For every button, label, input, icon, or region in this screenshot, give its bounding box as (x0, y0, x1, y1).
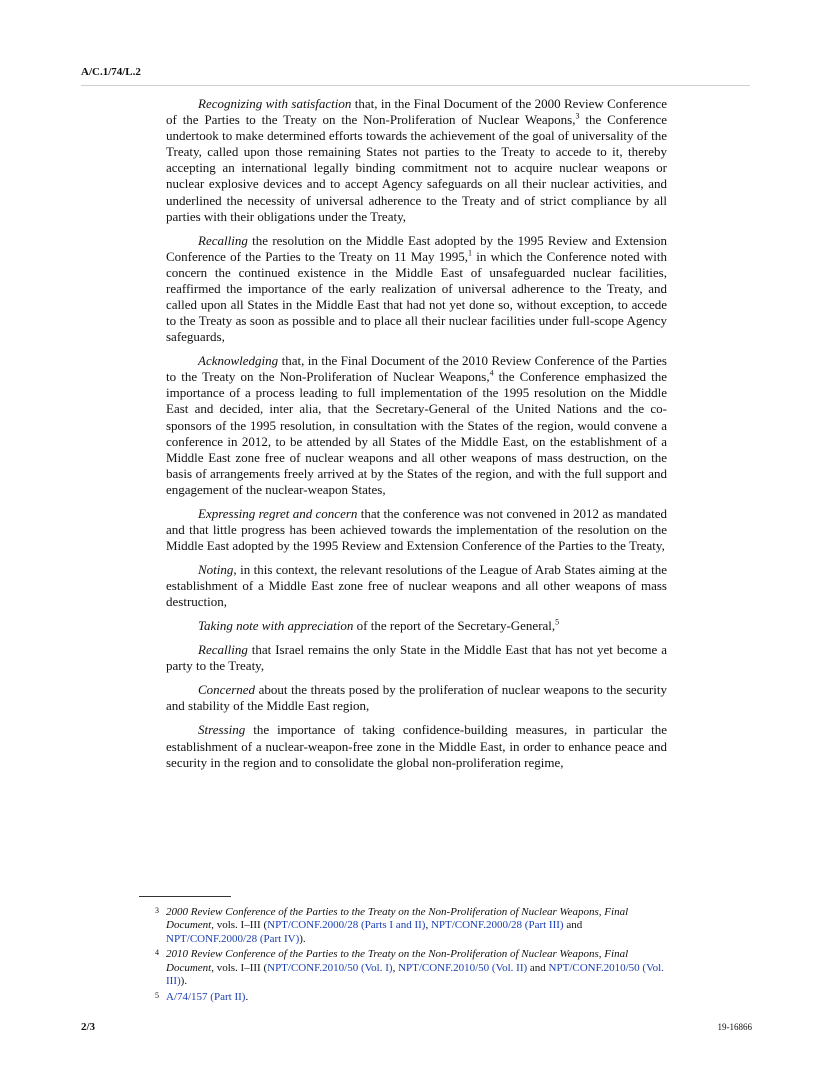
paragraph (166, 506, 667, 554)
document-link[interactable]: NPT/CONF.2010/50 (Vol. II) (398, 961, 528, 974)
footnote-text: , vols. I–III ( (211, 919, 268, 932)
page-number: 2/3 (81, 1021, 96, 1033)
paragraph-text: that, in the Final Document of the 2000 Review Conference of the Parties to the Treaty on the Non-Proliferation of Nuclear Weapons, (166, 96, 668, 128)
paragraph-text: that the conference was not convened in 2012 as mandated and that little progress has been achieved towards the implementation of the resolution on the Middle East adopted by the 1995 Review and Extension Conference of the Parties to the Treaty, (166, 505, 668, 554)
document-body (166, 96, 667, 779)
footnote-title: 2000 Review Conference of the Parties to the Treaty on the Non-Proliferation of Nuclear Weapons, Final Document (166, 906, 629, 932)
paragraph (166, 233, 667, 346)
footnote-mark: 4 (155, 948, 159, 958)
footnote-mark: 3 (155, 906, 159, 915)
paragraph-tail: the Conference undertook to make determined efforts towards the achievement of the goal of universality of the Treaty, called upon those remaining States not parties to the Treaty to accede to it, thereby accepting an international legally binding commitment not to acquire nuclear weapons or nuclear explosive devices and to accept Agency safeguards on all their nuclear activities, and underlined the necessity of universal adherence to the Treaty and of strict compliance by all parties with their obligations under the Treaty, (166, 112, 667, 224)
footnote (139, 991, 671, 1004)
paragraph-text: the importance of taking confidence-building measures, in particular the establishment of a nuclear-weapon-free zone in the Middle East, in order to enhance peace and security in the region and to consolidate the global non-proliferation regime, (166, 722, 667, 770)
footnote-mark: 5 (155, 990, 159, 1000)
footnotes (139, 906, 671, 1007)
document-link[interactable]: A/74/157 (Part II) (166, 990, 246, 1003)
paragraph-lead: Recalling (198, 642, 248, 658)
paragraph-lead: Acknowledging (198, 353, 279, 369)
document-link[interactable]: NPT/CONF.2010/50 (Vol. III) (166, 961, 664, 987)
paragraph (166, 642, 667, 674)
footnote-ref[interactable]: 1 (468, 248, 473, 258)
footnote-text: , (425, 919, 431, 932)
paragraph-lead: Taking note with appreciation (198, 618, 354, 634)
footnote-text: and (527, 961, 549, 974)
document-link[interactable]: NPT/CONF.2010/50 (Vol. I) (267, 961, 393, 974)
paragraph-text: that, in the Final Document of the 2010 Review Conference of the Parties to the Treaty on the Non-Proliferation of Nuclear Weapons, (166, 353, 667, 385)
paragraph-text: about the threats posed by the proliferation of nuclear weapons to the security and stability of the Middle East region, (166, 682, 667, 714)
paragraph-lead: Concerned (198, 682, 256, 698)
paragraph-lead: Recalling (198, 232, 248, 248)
document-link[interactable]: NPT/CONF.2000/28 (Part IV) (166, 932, 300, 945)
paragraph (166, 722, 667, 770)
paragraph-lead: Noting (198, 562, 234, 578)
paragraph-tail: in which the Conference noted with concern the continued existence in the Middle East of unsafeguarded nuclear facilities, reaffirmed the importance of the early realization of universal adherence to the Treaty, and called upon all States in the Middle East that had not yet done so, without exception, to accede to the Treaty as soon as possible and to place all their nuclear facilities under full-scope Agency safeguards, (166, 248, 667, 345)
footnote-ref[interactable]: 5 (555, 617, 560, 627)
footnote-text: ). (180, 974, 188, 987)
footnote-ref[interactable]: 4 (489, 368, 494, 378)
footnote-text: , (392, 961, 399, 974)
document-symbol: A/C.1/74/L.2 (81, 66, 141, 78)
footnote-ref[interactable]: 3 (575, 111, 580, 121)
footnote-separator (139, 896, 231, 897)
footnote-title: 2010 Review Conference of the Parties to the Treaty on the Non-Proliferation of Nuclear Weapons, Final Document (166, 948, 629, 974)
paragraph-lead: Recognizing with satisfaction (198, 96, 352, 111)
footnote-text: ). (299, 932, 306, 945)
paragraph-lead: Expressing regret and concern (198, 505, 358, 521)
job-number: 19-16866 (717, 1022, 752, 1032)
document-link[interactable]: NPT/CONF.2000/28 (Part III) (430, 919, 564, 932)
paragraph-tail: the Conference emphasized the importance of a process leading to full implementation of the 1995 resolution on the Middle East and decided, inter alia, that the Secretary-General of the United Nations and the co-sponsors of the 1995 resolution, in consultation with the States of the region, would convene a conference in 2012, to be attended by all States of the Middle East, on the establishment of a Middle East zone free of nuclear weapons and all other weapons of mass destruction, on the basis of arrangements freely arrived at by the States of the region, and with the full support and engagement of the nuclear-weapon States, (166, 369, 667, 497)
paragraph (166, 353, 667, 498)
paragraph (166, 682, 667, 714)
paragraph (166, 96, 667, 225)
footnote (139, 906, 671, 946)
paragraph-text: that Israel remains the only State in the Middle East that has not yet become a party to the Treaty, (166, 642, 667, 674)
paragraph (166, 562, 667, 610)
paragraph-text: , in this context, the relevant resolutions of the League of Arab States aiming at the establishment of a Middle East zone free of nuclear weapons and all other weapons of mass destruction, (166, 562, 667, 610)
footnote-text: , vols. I–III ( (211, 961, 268, 974)
footnote-text: and (563, 919, 583, 932)
footnote-text: . (245, 990, 249, 1003)
paragraph-text: of the report of the Secretary-General, (353, 618, 556, 634)
header-rule (81, 85, 750, 86)
document-link[interactable]: NPT/CONF.2000/28 (Parts I and II) (267, 919, 426, 932)
paragraph-lead: Stressing (198, 722, 246, 738)
footnote (139, 948, 671, 988)
paragraph-text: the resolution on the Middle East adopted by the 1995 Review and Extension Conference of the Parties to the Treaty on 11 May 1995, (166, 232, 667, 264)
paragraph (166, 618, 667, 634)
